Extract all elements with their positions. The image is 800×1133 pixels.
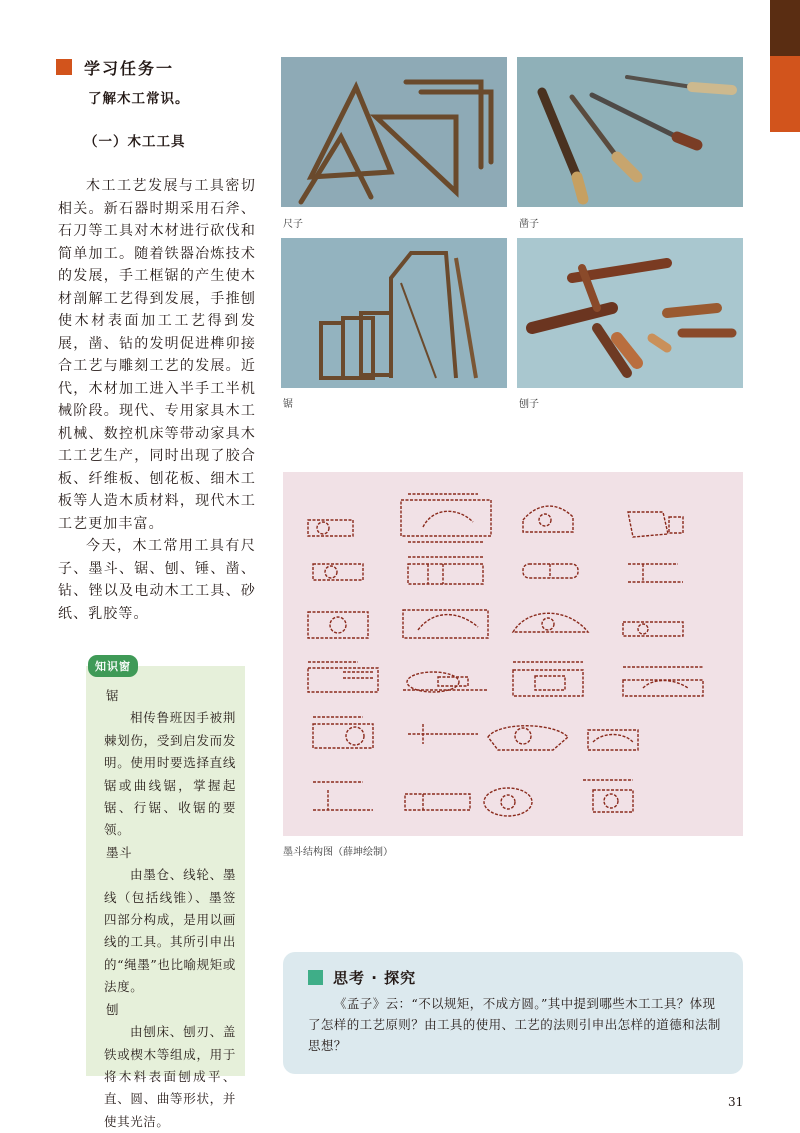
diagram-part-16 [623, 667, 703, 696]
task-header [56, 56, 174, 78]
think-marker-icon [308, 970, 323, 985]
diagram-part-20 [588, 730, 638, 750]
knowledge-term: 墨斗 [106, 844, 133, 860]
knowledge-window-tag: 知识窗 [88, 655, 138, 677]
diagram-part-10 [403, 610, 488, 638]
knowledge-term: 锯 [106, 688, 120, 703]
chisel-caption: 凿子 [519, 219, 539, 230]
task-marker-icon [56, 59, 72, 75]
knowledge-definition: 由刨床、刨刃、盖铁或楔木等组成，用于将木料表面刨成平、直、圆、曲等形状，并使其光洁。 [104, 1024, 236, 1129]
diagram-part-1 [308, 520, 353, 536]
diagram-part-2 [401, 494, 491, 542]
edge-tab-orange [770, 56, 800, 132]
diagram-part-15 [513, 662, 583, 696]
ruler-caption: 尺子 [283, 219, 303, 230]
body-paragraph-2: 今天，木工常用工具有尺子、墨斗、锯、刨、锤、凿、钻、锉以及电动木工工具、砂纸、乳胶等。 [58, 538, 256, 622]
saw-caption: 锯 [283, 399, 293, 410]
diagram-part-22 [405, 794, 470, 810]
diagram-part-7 [523, 564, 578, 578]
diagram-part-8 [628, 564, 683, 582]
body-text [58, 175, 256, 625]
knowledge-window-text [104, 685, 236, 1133]
ruler-photo [281, 57, 507, 207]
diagram-part-4 [628, 512, 683, 537]
body-paragraph-1: 木工工艺发展与工具密切相关。新石器时期采用石斧、石刀等工具对木材进行砍伐和简单加工。随着铁器冶炼技术的发展，手工框锯的产生使木材剖解工艺得到发展，手推刨使木材表面加工工艺得到发展，凿、钻的发明促进榫卯接合工艺与雕刻工艺的发展。近代，木材加工进入半手工半机械阶段。现代、专用家具木工机械、数控机床等带动家具木工工艺生产，同时出现了胶合板、纤维板、刨花板、细木工板等人造木质材料，现代木工工艺更加丰富。 [58, 178, 256, 532]
knowledge-definition: 相传鲁班因手被荆棘划伤，受到启发而发明。使用时要选择直线锯或曲线锯，掌握起锯、行锯、收锯的要领。 [104, 710, 236, 838]
diagram-part-24 [583, 780, 633, 812]
diagram-part-11 [513, 613, 588, 632]
task-subtitle: 了解木工常识。 [88, 91, 190, 107]
knowledge-term: 刨 [106, 1001, 120, 1017]
diagram-part-14 [403, 672, 488, 692]
think-explore-text [308, 993, 728, 1056]
diagram-part-12 [623, 622, 683, 636]
diagram-part-17 [313, 717, 373, 748]
diagram-part-18 [408, 724, 478, 744]
page-number: 31 [728, 1095, 744, 1109]
ink-marker-diagram [283, 472, 743, 836]
chisel-photo [517, 57, 743, 207]
diagram-part-6 [408, 557, 483, 584]
diagram-part-21 [313, 782, 373, 810]
section-title: （一）木工工具 [84, 134, 186, 150]
task-title: 学习任务一 [84, 58, 175, 78]
diagram-part-19 [488, 726, 568, 750]
think-explore-title: 思考 · 探究 [333, 969, 417, 987]
diagram-part-9 [308, 612, 368, 638]
diagram-caption: 墨斗结构图（薛坤绘制） [283, 847, 393, 858]
plane-caption: 刨子 [519, 399, 539, 410]
knowledge-definition: 由墨仓、线轮、墨线（包括线锥）、墨签四部分构成，是用以画线的工具。其所引申出的“绳墨”也比喻规矩或法度。 [104, 867, 236, 995]
diagram-part-3 [523, 506, 573, 532]
diagram-part-5 [313, 564, 363, 580]
saw-photo [281, 238, 507, 388]
think-explore-header [308, 967, 416, 988]
think-explore-question: 《孟子》云：“不以规矩，不成方圆。”其中提到哪些木工工具？体现了怎样的工艺原则？由工具的使用、工艺的法则引申出怎样的道德和法制思想？ [308, 996, 721, 1053]
diagram-part-23 [484, 788, 532, 816]
plane-photo [517, 238, 743, 388]
diagram-part-13 [308, 662, 378, 692]
edge-tab-dark [770, 0, 800, 56]
